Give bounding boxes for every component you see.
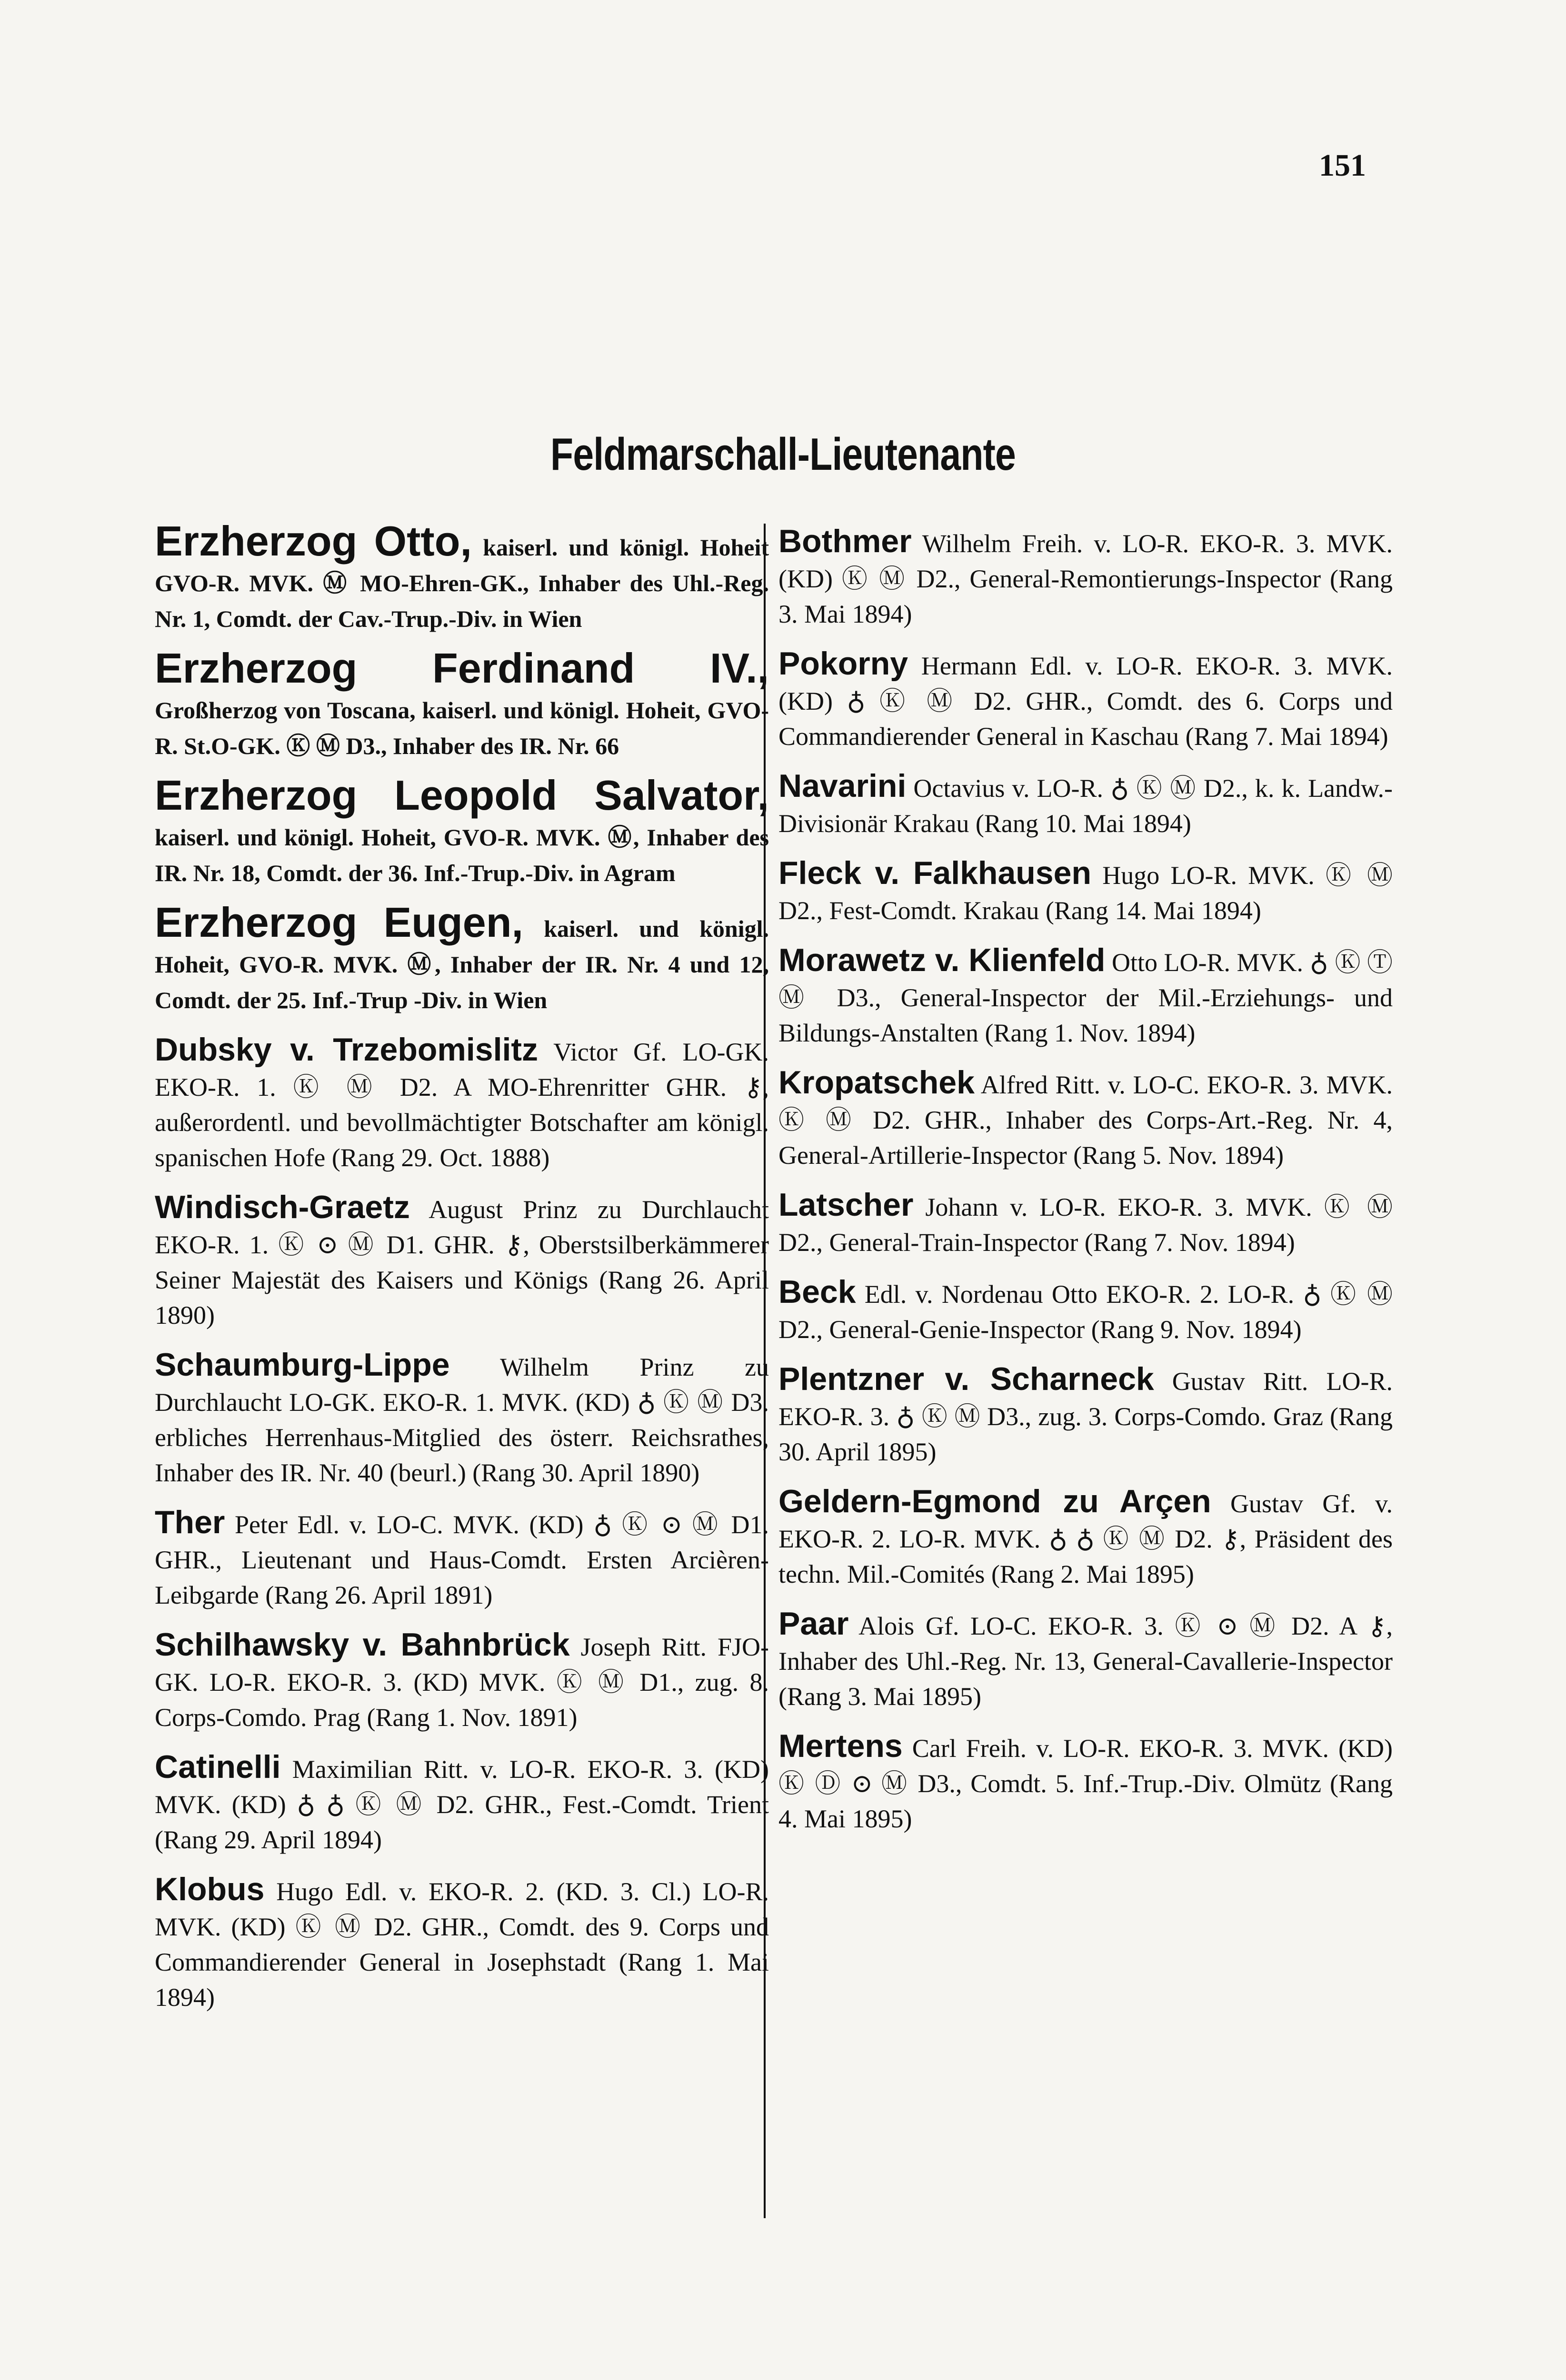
entry-text: Hugo Edl. v. EKO-R. 2. (KD. 3. Cl.) LO-R. MVK. (KD) Ⓚ Ⓜ D2. GHR., Comdt. des 9. Corps und Commandierender General in Josephstadt (Rang 1. Mai 1894) [155, 1877, 769, 2012]
list-entry [778, 646, 1393, 754]
list-entry [155, 1032, 769, 1175]
entry-text: Alfred Ritt. v. LO-C. EKO-R. 3. MVK. Ⓚ Ⓜ D2. GHR., Inhaber des Corps-Art.-Reg. Nr. 4, General-Artillerie-Inspector (Rang 5. Nov. 1894) [778, 1071, 1393, 1170]
entry-name: Ther [155, 1504, 225, 1540]
list-entry [778, 1187, 1393, 1260]
entry-text: Hermann Edl. v. LO-R. EKO-R. 3. MVK. (KD) ♁ Ⓚ Ⓜ D2. GHR., Comdt. des 6. Corps und Commandierender General in Kaschau (Rang 7. Mai 1894) [778, 652, 1393, 751]
list-entry [778, 1606, 1393, 1714]
entry-name: Erzherzog Otto, [155, 517, 472, 565]
entry-name: Kropatschek [778, 1064, 975, 1101]
entry-text: Wilhelm Prinz zu Durchlaucht LO-GK. EKO-R. 1. MVK. (KD) ♁ Ⓚ Ⓜ D3. erbliches Herrenhaus-Mitglied des österr. Reichsrathes, Inhaber des IR. Nr. 40 (beurl.) (Rang 30. April 1890) [155, 1353, 769, 1487]
entry-text: Johann v. LO-R. EKO-R. 3. MVK. Ⓚ Ⓜ D2., General-Train-Inspector (Rang 7. Nov. 1894) [778, 1193, 1393, 1257]
list-entry [778, 855, 1393, 928]
entry-name: Bothmer [778, 523, 912, 559]
list-entry [778, 1274, 1393, 1347]
entry-name: Beck [778, 1274, 856, 1310]
entry-text: Joseph Ritt. FJO-GK. LO-R. EKO-R. 3. (KD) MVK. Ⓚ Ⓜ D1., zug. 8. Corps-Comdo. Prag (Rang 1. Nov. 1891) [155, 1633, 769, 1732]
entry-text: Edl. v. Nordenau Otto EKO-R. 2. LO-R. ♁ Ⓚ Ⓜ D2., General-Genie-Inspector (Rang 9. Nov. 1894) [778, 1280, 1393, 1344]
entry-text: Victor Gf. LO-GK. EKO-R. 1. Ⓚ Ⓜ D2. A MO-Ehrenritter GHR. ⚷, außerordentl. und bevollmächtigter Botschafter am königl. spanischen Hofe (Rang 29. Oct. 1888) [155, 1038, 769, 1172]
entry-text: kaiserl. und königl. Hoheit GVO-R. MVK. Ⓜ MO-Ehren-GK., Inhaber des Uhl.-Reg. Nr. 1, Comdt. der Cav.-Trup.-Div. in Wien [155, 534, 769, 632]
list-entry [155, 1872, 769, 2015]
page-number: 151 [1319, 148, 1366, 183]
list-entry [155, 1505, 769, 1613]
entry-text: kaiserl. und königl. Hoheit, GVO-R. MVK. Ⓜ, Inhaber des IR. Nr. 18, Comdt. der 36. Inf.-Trup.-Div. in Agram [155, 824, 769, 886]
entry-text: Wilhelm Freih. v. LO-R. EKO-R. 3. MVK. (KD) Ⓚ Ⓜ D2., General-Remontierungs-Inspector (Rang 3. Mai 1894) [778, 529, 1393, 628]
list-entry [778, 1361, 1393, 1469]
entry-name: Windisch-Graetz [155, 1189, 410, 1225]
list-entry [155, 899, 769, 1018]
entry-name: Pokorny [778, 645, 908, 682]
entry-name: Mertens [778, 1728, 903, 1764]
entry-name: Dubsky v. Trzebomislitz [155, 1031, 539, 1068]
entry-name: Plentzner v. Scharneck [778, 1361, 1154, 1397]
entry-name: Erzherzog Ferdinand IV., [155, 645, 769, 692]
entry-text: August Prinz zu Durchlaucht EKO-R. 1. Ⓚ ⊙ Ⓜ D1. GHR. ⚷, Oberstsilberkämmerer Seiner Majestät des Kaisers und Königs (Rang 26. April 1890) [155, 1195, 769, 1329]
entry-text: Hugo LO-R. MVK. Ⓚ Ⓜ D2., Fest-Comdt. Krakau (Rang 14. Mai 1894) [778, 861, 1393, 925]
list-entry [155, 1190, 769, 1333]
left-column [155, 517, 769, 2029]
list-entry [155, 772, 769, 891]
entry-text: Gustav Gf. v. EKO-R. 2. LO-R. MVK. ♁ ♁ Ⓚ Ⓜ D2. ⚷, Präsident des techn. Mil.-Comités (Rang 2. Mai 1895) [778, 1489, 1393, 1588]
page-heading: Feldmarschall-Lieutenante [550, 429, 1016, 480]
entry-name: Schilhawsky v. Bahnbrück [155, 1626, 570, 1663]
list-entry [778, 768, 1393, 841]
entry-text: kaiserl. und königl. Hoheit, GVO-R. MVK. Ⓜ, Inhaber der IR. Nr. 4 und 12, Comdt. der 25. Inf.-Trup -Div. in Wien [155, 915, 769, 1013]
entry-text: Peter Edl. v. LO-C. MVK. (KD) ♁ Ⓚ ⊙ Ⓜ D1. GHR., Lieutenant und Haus-Comdt. Ersten Arcièren-Leibgarde (Rang 26. April 1891) [155, 1510, 769, 1609]
entry-name: Schaumburg-Lippe [155, 1347, 450, 1383]
entry-text: Octavius v. LO-R. ♁ Ⓚ Ⓜ D2., k. k. Landw.-Divisionär Krakau (Rang 10. Mai 1894) [778, 774, 1393, 838]
entry-name: Klobus [155, 1871, 265, 1907]
entry-name: Fleck v. Falkhausen [778, 855, 1091, 891]
entry-name: Morawetz v. Klienfeld [778, 942, 1106, 978]
entry-name: Paar [778, 1606, 849, 1642]
list-entry [778, 1065, 1393, 1173]
list-entry [155, 1627, 769, 1735]
list-entry [778, 524, 1393, 632]
entry-name: Geldern-Egmond zu Arçen [778, 1483, 1211, 1519]
list-entry [155, 1347, 769, 1490]
entry-name: Latscher [778, 1187, 914, 1223]
entry-name: Catinelli [155, 1749, 281, 1785]
list-entry [778, 1484, 1393, 1592]
entry-text: Großherzog von Toscana, kaiserl. und königl. Hoheit, GVO-R. St.O-GK. Ⓚ Ⓜ D3., Inhaber des IR. Nr. 66 [155, 697, 769, 759]
list-entry [155, 1749, 769, 1857]
entry-text: Carl Freih. v. LO-R. EKO-R. 3. MVK. (KD) Ⓚ Ⓓ ⊙ Ⓜ D3., Comdt. 5. Inf.-Trup.-Div. Olmütz (Rang 4. Mai 1895) [778, 1734, 1393, 1833]
list-entry [778, 942, 1393, 1051]
entry-name: Navarini [778, 768, 907, 804]
right-column [778, 524, 1393, 1851]
entry-text: Otto LO-R. MVK. ♁ Ⓚ Ⓣ Ⓜ D3., General-Inspector der Mil.-Erziehungs- und Bildungs-Anstalten (Rang 1. Nov. 1894) [778, 948, 1393, 1047]
entry-name: Erzherzog Leopold Salvator, [155, 772, 769, 819]
entry-text: Alois Gf. LO-C. EKO-R. 3. Ⓚ ⊙ Ⓜ D2. A ⚷, Inhaber des Uhl.-Reg. Nr. 13, General-Cavallerie-Inspector (Rang 3. Mai 1895) [778, 1612, 1393, 1711]
entry-text: Maximilian Ritt. v. LO-R. EKO-R. 3. (KD) MVK. (KD) ♁ ♁ Ⓚ Ⓜ D2. GHR., Fest.-Comdt. Trient (Rang 29. April 1894) [155, 1755, 769, 1854]
entry-text: Gustav Ritt. LO-R. EKO-R. 3. ♁ Ⓚ Ⓜ D3., zug. 3. Corps-Comdo. Graz (Rang 30. April 1895) [778, 1367, 1393, 1466]
list-entry [155, 645, 769, 764]
list-entry [155, 517, 769, 636]
entry-name: Erzherzog Eugen, [155, 899, 523, 946]
list-entry [778, 1728, 1393, 1836]
